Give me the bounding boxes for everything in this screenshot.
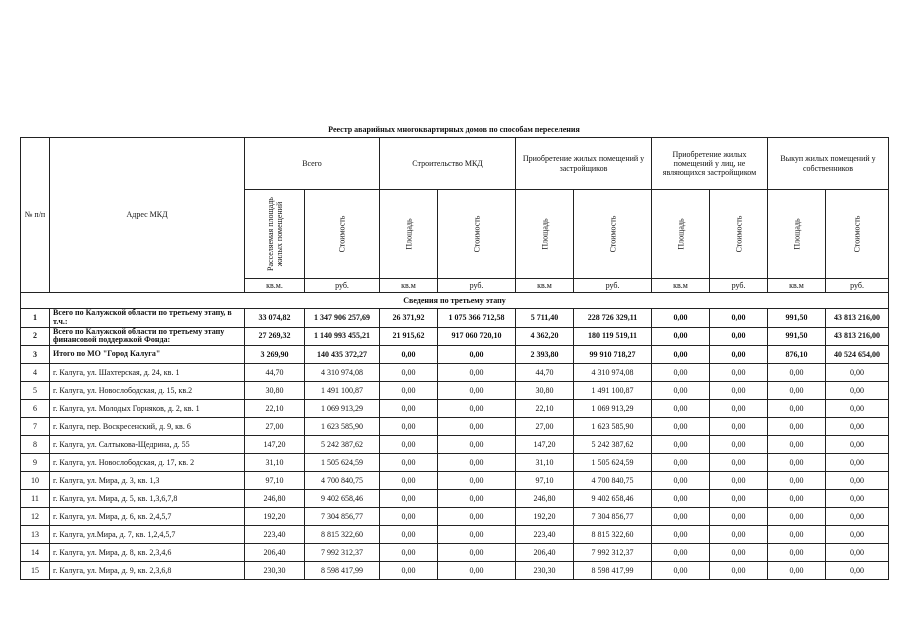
header-sub-cost	[438, 190, 516, 279]
cell-cost: 4 700 840,75	[305, 472, 380, 490]
cell-area: 33 074,82	[245, 309, 305, 328]
cell-area: 0,00	[652, 418, 710, 436]
row-address: г. Калуга, пер. Воскресенский, д. 9, кв. 6	[50, 418, 245, 436]
cell-cost: 0,00	[826, 364, 889, 382]
total-row	[21, 346, 889, 364]
unit-label: руб.	[710, 279, 768, 293]
header-sub-label: Стоимость	[607, 215, 617, 253]
cell-cost: 4 310 974,08	[574, 364, 652, 382]
cell-cost: 7 304 856,77	[574, 508, 652, 526]
cell-area: 27,00	[245, 418, 305, 436]
cell-cost: 0,00	[710, 400, 768, 418]
cell-cost: 0,00	[438, 562, 516, 580]
cell-cost: 0,00	[438, 454, 516, 472]
header-group-buyout: Выкуп жилых помещений у собственников	[768, 138, 889, 190]
resettlement-registry-table	[20, 137, 889, 580]
cell-area: 26 371,92	[380, 309, 438, 328]
cell-cost: 0,00	[438, 472, 516, 490]
cell-area: 0,00	[768, 454, 826, 472]
row-address: г. Калуга, ул.Мира, д. 7, кв. 1,2,4,5,7	[50, 526, 245, 544]
cell-cost: 8 815 322,60	[574, 526, 652, 544]
row-number: 13	[21, 526, 50, 544]
cell-area: 0,00	[380, 562, 438, 580]
table-row	[21, 472, 889, 490]
cell-area: 0,00	[768, 508, 826, 526]
cell-cost: 0,00	[710, 436, 768, 454]
cell-cost: 0,00	[710, 454, 768, 472]
cell-area: 0,00	[652, 508, 710, 526]
cell-area: 44,70	[516, 364, 574, 382]
unit-label: руб.	[305, 279, 380, 293]
cell-cost: 0,00	[826, 454, 889, 472]
row-number: 10	[21, 472, 50, 490]
row-number: 11	[21, 490, 50, 508]
cell-area: 223,40	[516, 526, 574, 544]
cell-area: 0,00	[652, 400, 710, 418]
row-address: Всего по Калужской области по третьему этапу, в т.ч.:	[50, 309, 245, 328]
cell-area: 0,00	[380, 400, 438, 418]
cell-cost: 8 598 417,99	[305, 562, 380, 580]
cell-area: 192,20	[245, 508, 305, 526]
table-row	[21, 454, 889, 472]
cell-cost: 0,00	[826, 490, 889, 508]
header-sub-label: Площадь	[791, 218, 801, 250]
cell-cost: 0,00	[826, 544, 889, 562]
cell-area: 0,00	[768, 436, 826, 454]
cell-area: 44,70	[245, 364, 305, 382]
header-sub-label: Расселяемая площадь жилых помещений	[265, 197, 284, 271]
header-sub-label: Стоимость	[733, 215, 743, 253]
cell-cost: 0,00	[826, 400, 889, 418]
header-sub-label: Стоимость	[471, 215, 481, 253]
cell-area: 0,00	[768, 472, 826, 490]
cell-cost: 1 140 993 455,21	[305, 327, 380, 346]
cell-cost: 43 813 216,00	[826, 309, 889, 328]
table-body	[21, 293, 889, 580]
cell-cost: 1 505 624,59	[574, 454, 652, 472]
row-number: 2	[21, 327, 50, 346]
cell-cost: 0,00	[710, 327, 768, 346]
row-address: г. Калуга, ул. Мира, д. 9, кв. 2,3,6,8	[50, 562, 245, 580]
cell-cost: 0,00	[438, 346, 516, 364]
cell-cost: 4 700 840,75	[574, 472, 652, 490]
cell-cost: 0,00	[826, 562, 889, 580]
header-sub-area	[768, 190, 826, 279]
cell-area: 31,10	[245, 454, 305, 472]
cell-cost: 0,00	[826, 508, 889, 526]
cell-area: 147,20	[245, 436, 305, 454]
row-address: г. Калуга, ул. Новослободская, д. 15, кв.2	[50, 382, 245, 400]
cell-area: 27,00	[516, 418, 574, 436]
cell-cost: 1 491 100,87	[574, 382, 652, 400]
cell-area: 0,00	[768, 490, 826, 508]
table-row	[21, 418, 889, 436]
table-row	[21, 490, 889, 508]
table-row	[21, 400, 889, 418]
row-address: г. Калуга, ул. Молодых Горняков, д. 2, кв. 1	[50, 400, 245, 418]
cell-area: 0,00	[380, 436, 438, 454]
cell-cost: 8 598 417,99	[574, 562, 652, 580]
cell-area: 22,10	[516, 400, 574, 418]
cell-cost: 180 119 519,11	[574, 327, 652, 346]
cell-cost: 0,00	[826, 526, 889, 544]
cell-cost: 0,00	[438, 526, 516, 544]
row-address: Итого по МО "Город Калуга"	[50, 346, 245, 364]
cell-area: 0,00	[380, 544, 438, 562]
cell-area: 5 711,40	[516, 309, 574, 328]
cell-cost: 7 992 312,37	[574, 544, 652, 562]
cell-area: 22,10	[245, 400, 305, 418]
cell-area: 0,00	[652, 562, 710, 580]
cell-area: 0,00	[380, 346, 438, 364]
cell-area: 246,80	[516, 490, 574, 508]
header-group-from-non-developers: Приобретение жилых помещений у лиц, не являющихся застройщиком	[652, 138, 768, 190]
table-row	[21, 544, 889, 562]
cell-area: 30,80	[245, 382, 305, 400]
cell-cost: 0,00	[710, 562, 768, 580]
cell-cost: 7 992 312,37	[305, 544, 380, 562]
cell-area: 0,00	[768, 418, 826, 436]
header-address: Адрес МКД	[50, 138, 245, 293]
cell-area: 21 915,62	[380, 327, 438, 346]
cell-area: 147,20	[516, 436, 574, 454]
table-row	[21, 508, 889, 526]
cell-cost: 9 402 658,46	[574, 490, 652, 508]
table-row	[21, 382, 889, 400]
row-number: 12	[21, 508, 50, 526]
table-row	[21, 562, 889, 580]
cell-cost: 0,00	[826, 418, 889, 436]
unit-label: кв.м	[652, 279, 710, 293]
row-number: 9	[21, 454, 50, 472]
cell-area: 0,00	[768, 364, 826, 382]
unit-label: кв.м	[380, 279, 438, 293]
cell-cost: 0,00	[438, 508, 516, 526]
cell-area: 97,10	[516, 472, 574, 490]
header-group-from-developers: Приобретение жилых помещений у застройщиков	[516, 138, 652, 190]
row-number: 4	[21, 364, 50, 382]
cell-area: 0,00	[380, 472, 438, 490]
cell-cost: 140 435 372,27	[305, 346, 380, 364]
cell-cost: 9 402 658,46	[305, 490, 380, 508]
cell-cost: 0,00	[438, 364, 516, 382]
row-number: 6	[21, 400, 50, 418]
header-sub-area	[245, 190, 305, 279]
cell-cost: 1 505 624,59	[305, 454, 380, 472]
cell-area: 230,30	[516, 562, 574, 580]
cell-cost: 0,00	[438, 490, 516, 508]
row-number: 3	[21, 346, 50, 364]
cell-area: 0,00	[768, 562, 826, 580]
unit-label: руб.	[574, 279, 652, 293]
cell-cost: 1 069 913,29	[574, 400, 652, 418]
total-row	[21, 309, 889, 328]
cell-area: 0,00	[380, 526, 438, 544]
table-row	[21, 436, 889, 454]
cell-cost: 1 075 366 712,58	[438, 309, 516, 328]
cell-area: 230,30	[245, 562, 305, 580]
cell-area: 0,00	[652, 309, 710, 328]
unit-label: кв.м	[516, 279, 574, 293]
cell-area: 991,50	[768, 309, 826, 328]
document-title: Реестр аварийных многоквартирных домов по способам переселения	[328, 125, 580, 134]
cell-area: 0,00	[652, 364, 710, 382]
cell-area: 0,00	[380, 454, 438, 472]
row-address: г. Калуга, ул. Мира, д. 3, кв. 1,3	[50, 472, 245, 490]
row-number: 5	[21, 382, 50, 400]
cell-area: 2 393,80	[516, 346, 574, 364]
row-address: г. Калуга, ул. Новослободская, д. 17, кв. 2	[50, 454, 245, 472]
cell-cost: 0,00	[438, 544, 516, 562]
cell-area: 246,80	[245, 490, 305, 508]
header-sub-label: Площадь	[403, 218, 413, 250]
cell-area: 0,00	[380, 490, 438, 508]
row-address: Всего по Калужской области по третьему этапу финансовой поддержкой Фонда:	[50, 327, 245, 346]
cell-cost: 1 347 906 257,69	[305, 309, 380, 328]
cell-cost: 0,00	[438, 400, 516, 418]
cell-cost: 0,00	[826, 382, 889, 400]
cell-area: 0,00	[768, 526, 826, 544]
unit-label: кв.м.	[245, 279, 305, 293]
unit-label: руб.	[826, 279, 889, 293]
cell-cost: 0,00	[438, 436, 516, 454]
cell-cost: 1 623 585,90	[574, 418, 652, 436]
cell-area: 991,50	[768, 327, 826, 346]
header-sub-label: Стоимость	[852, 215, 862, 253]
cell-cost: 40 524 654,00	[826, 346, 889, 364]
header-sub-cost	[574, 190, 652, 279]
cell-area: 0,00	[768, 400, 826, 418]
cell-area: 27 269,32	[245, 327, 305, 346]
header-sub-area	[516, 190, 574, 279]
cell-area: 0,00	[652, 490, 710, 508]
header-group-construction: Строительство МКД	[380, 138, 516, 190]
cell-area: 0,00	[380, 364, 438, 382]
cell-cost: 7 304 856,77	[305, 508, 380, 526]
row-number: 1	[21, 309, 50, 328]
header-group-total: Всего	[245, 138, 380, 190]
row-address: г. Калуга, ул. Шахтерская, д. 24, кв. 1	[50, 364, 245, 382]
row-number: 15	[21, 562, 50, 580]
row-number: 14	[21, 544, 50, 562]
cell-cost: 228 726 329,11	[574, 309, 652, 328]
cell-cost: 99 910 718,27	[574, 346, 652, 364]
cell-cost: 43 813 216,00	[826, 327, 889, 346]
cell-cost: 0,00	[438, 418, 516, 436]
cell-area: 0,00	[652, 327, 710, 346]
cell-area: 0,00	[768, 382, 826, 400]
section-label: Сведения по третьему этапу	[21, 293, 889, 309]
cell-cost: 1 069 913,29	[305, 400, 380, 418]
cell-area: 3 269,90	[245, 346, 305, 364]
cell-cost: 0,00	[826, 436, 889, 454]
row-address: г. Калуга, ул. Мира, д. 8, кв. 2,3,4,6	[50, 544, 245, 562]
cell-area: 192,20	[516, 508, 574, 526]
cell-area: 4 362,20	[516, 327, 574, 346]
cell-cost: 1 491 100,87	[305, 382, 380, 400]
cell-area: 0,00	[652, 526, 710, 544]
cell-area: 30,80	[516, 382, 574, 400]
header-sub-area	[652, 190, 710, 279]
cell-area: 97,10	[245, 472, 305, 490]
cell-area: 0,00	[652, 544, 710, 562]
cell-area: 876,10	[768, 346, 826, 364]
cell-area: 0,00	[652, 454, 710, 472]
table-row	[21, 526, 889, 544]
header-sub-label: Площадь	[675, 218, 685, 250]
header-number: № п/п	[21, 138, 50, 293]
row-address: г. Калуга, ул. Мира, д. 6, кв. 2,4,5,7	[50, 508, 245, 526]
cell-area: 0,00	[652, 472, 710, 490]
cell-cost: 0,00	[710, 346, 768, 364]
unit-label: руб.	[438, 279, 516, 293]
cell-cost: 8 815 322,60	[305, 526, 380, 544]
cell-cost: 0,00	[710, 418, 768, 436]
header-sub-cost	[710, 190, 768, 279]
cell-cost: 0,00	[710, 508, 768, 526]
row-number: 8	[21, 436, 50, 454]
row-number: 7	[21, 418, 50, 436]
cell-cost: 0,00	[826, 472, 889, 490]
header-sub-cost	[305, 190, 380, 279]
cell-area: 0,00	[380, 418, 438, 436]
cell-cost: 0,00	[710, 309, 768, 328]
cell-area: 0,00	[380, 382, 438, 400]
cell-cost: 4 310 974,08	[305, 364, 380, 382]
cell-area: 0,00	[652, 346, 710, 364]
cell-cost: 0,00	[438, 382, 516, 400]
header-sub-area	[380, 190, 438, 279]
cell-area: 0,00	[768, 544, 826, 562]
header-sub-cost	[826, 190, 889, 279]
cell-cost: 917 060 720,10	[438, 327, 516, 346]
cell-cost: 0,00	[710, 472, 768, 490]
cell-area: 223,40	[245, 526, 305, 544]
unit-label: кв.м	[768, 279, 826, 293]
cell-area: 0,00	[652, 436, 710, 454]
cell-area: 206,40	[516, 544, 574, 562]
cell-cost: 1 623 585,90	[305, 418, 380, 436]
header-sub-label: Стоимость	[337, 215, 347, 253]
cell-cost: 0,00	[710, 364, 768, 382]
cell-cost: 0,00	[710, 544, 768, 562]
cell-cost: 0,00	[710, 526, 768, 544]
cell-area: 0,00	[380, 508, 438, 526]
cell-cost: 5 242 387,62	[574, 436, 652, 454]
row-address: г. Калуга, ул. Салтыкова-Щедрина, д. 55	[50, 436, 245, 454]
table-row	[21, 364, 889, 382]
cell-area: 206,40	[245, 544, 305, 562]
cell-area: 31,10	[516, 454, 574, 472]
total-row	[21, 327, 889, 346]
cell-area: 0,00	[652, 382, 710, 400]
cell-cost: 5 242 387,62	[305, 436, 380, 454]
cell-cost: 0,00	[710, 490, 768, 508]
row-address: г. Калуга, ул. Мира, д. 5, кв. 1,3,6,7,8	[50, 490, 245, 508]
cell-cost: 0,00	[710, 382, 768, 400]
header-sub-label: Площадь	[539, 218, 549, 250]
